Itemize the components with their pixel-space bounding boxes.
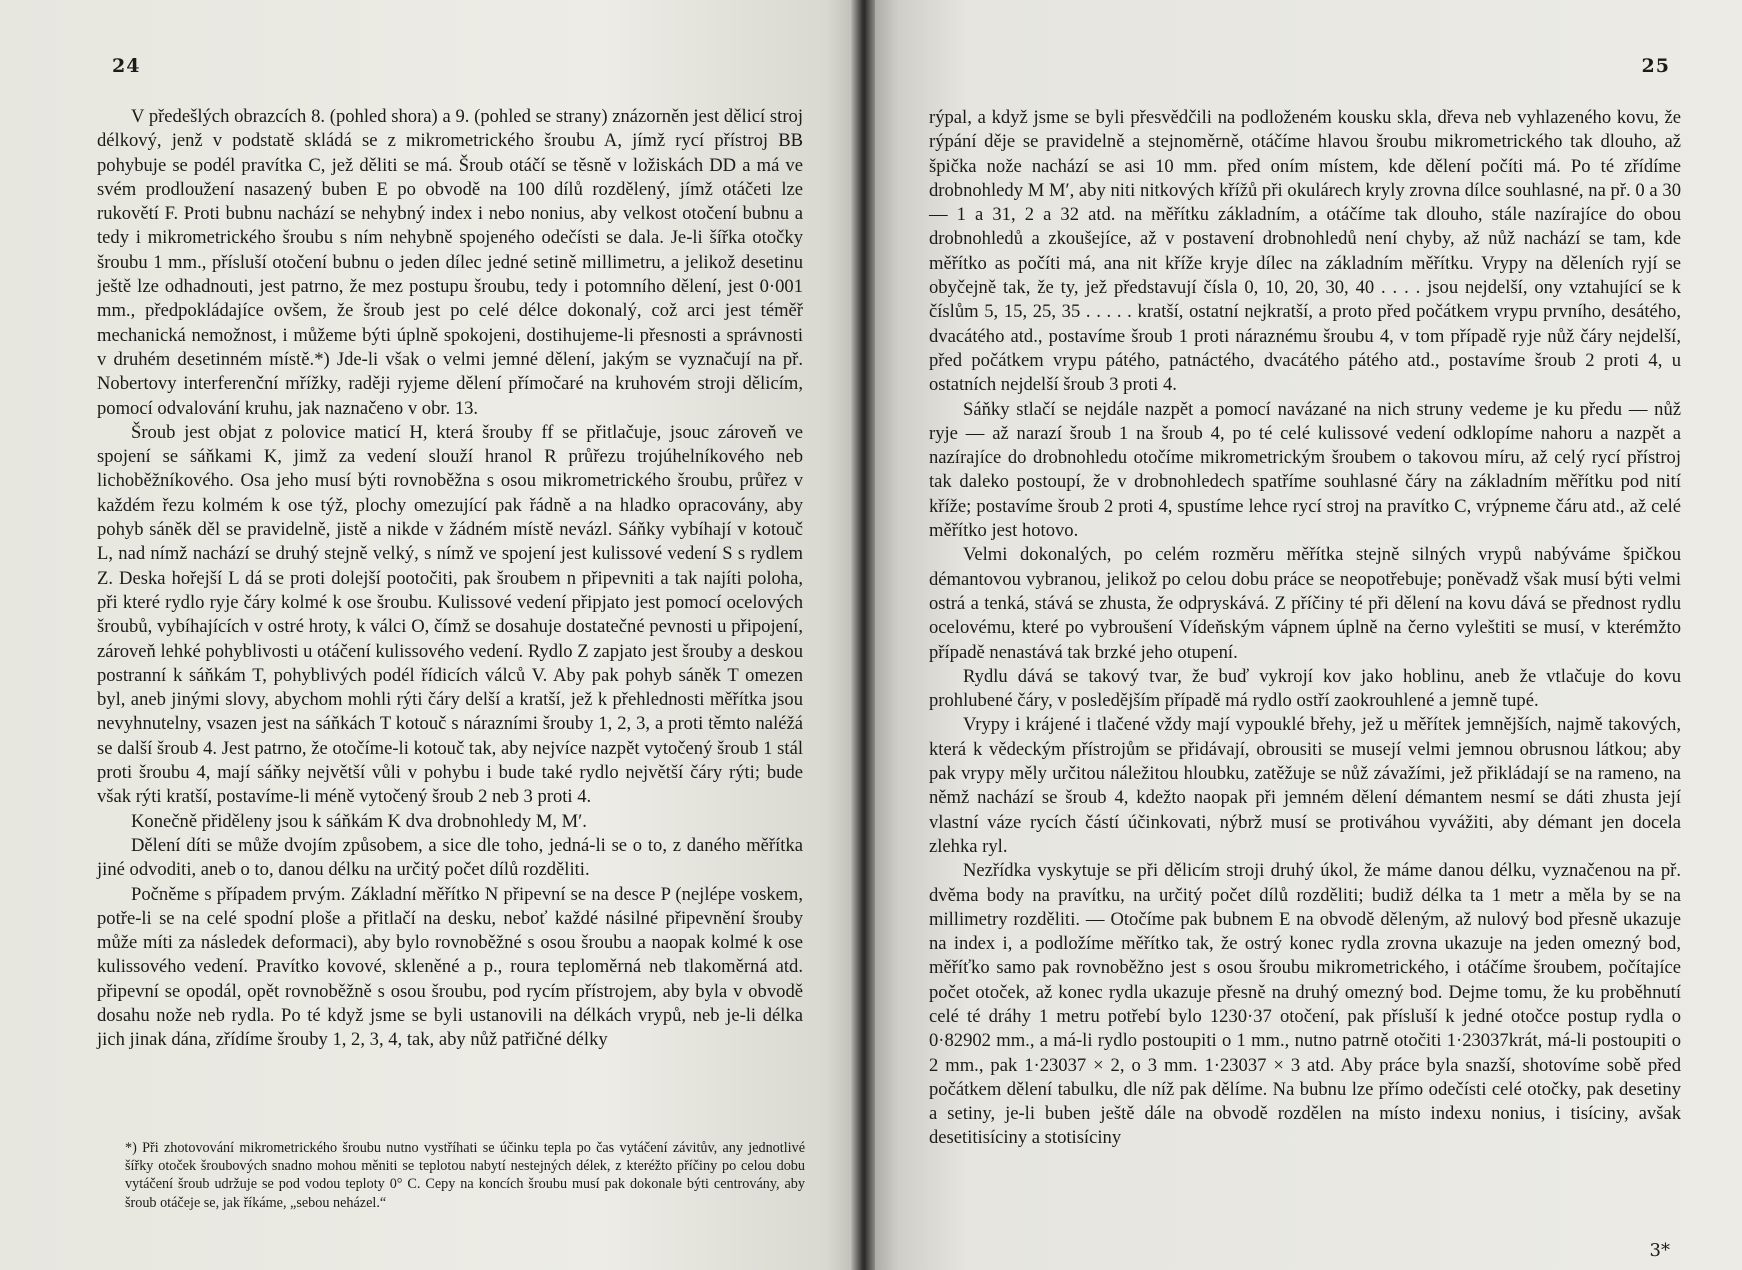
paragraph: rýpal, a když jsme se byli přesvědčili na podloženém kousku skla, dřeva neb vyhlazeného kovu, že rýpání děje se pravidelně a stejnoměrně, otáčíme hlavou šroubu mikrometrického tak dlouho, až špička nože nachází se asi 10 mm. před oním místem, kde dělení počíti má. Po té zřídíme drobnohledy M M′, aby niti nitkových křížů při okulárech kryly zrovna dílce souhlasné, na př. 0 a 30 — 1 a 31, 2 a 32 atd. na měřítku základním, a otáčíme tak dlouho, stále nazírajíce do obou drobnohledů a zkoušejíce, až v postavení drobnohledů není chyby, až nůž nachází se tam, kde měřítko as počíti má, ana nit kříže kryje dílec na základním měřítku. Vrypy na děleních ryjí se obyčejně tak, že ty, jež představují čísla 0, 10, 20, 30, 40 . . . . jsou nejdelší, ony vztahující se k číslům 5, 15, 25, 35 . . . . . kratší, ostatní nejkratší, a proto před počátkem vrypu prvního, desátého, dvacátého atd., postavíme šroub 1 proti náraznému šroubu 4, v tom případě ryje nůž čáry nejdelší, před počátkem vrypu pátého, patnáctého, dvacátého pátého atd., postavíme šroub 2 proti 4, u ostatních nejdelší šroub 3 proti 4. [929,107,1681,396]
left-page [0,0,861,1270]
paragraph: Vrypy i krájené i tlačené vždy mají vypouklé břehy, jež u měřítek jemnějších, najmě takových, která k vědeckým přístrojům se přidávají, obrousiti se musejí velmi jemnou obrusnou látkou; aby pak vrypy měly určitou náležitou hloubku, zatěžuje se nůž závažími, jež přikládají se na rameno, na němž nachází se šroub 4, kdežto naopak při jemném dělení démantem nesmí se dáti zhusta její vlastní váze rycích částí účinkovati, nýbrž musí se protiváhou vyvážiti, aby démant jen docela zlehka ryl. [929,714,1681,857]
paragraph: Sáňky stlačí se nejdále nazpět a pomocí navázané na nich struny vedeme je ku předu — nůž ryje — až narazí šroub 1 na šroub 4, po té celé kulissové vedení odklopíme nahoru a nazpět a nazírajíce do drobnohledu otočíme mikrometrickým šroubem o takovou míru, až celý rycí přístroj tak daleko postoupí, že v drobnohledech spatříme souhlasné čáry na základním měřítku pod nití kříže; postavíme šroub 2 proti 4, spustíme lehce rycí stroj na pravítko C, vrýpneme čáru atd., až celé měřítko jest hotovo. [929,398,1681,542]
paragraph: Velmi dokonalých, po celém rozměru měřítka stejně silných vrypů nabýváme špičkou démantovou vybranou, jelikož po celou dobu práce se neopotřebuje; poněvadž však musí býti velmi ostrá a tenká, stává se zhusta, že odpryskává. Z příčiny té při dělení na kovu dává se přednost rydlu ocelovému, které po vybroušení Vídeňským vápnem úplně na černo vyleštiti se musí, v kterémžto případě nenastává tak brzké jeho otupení. [929,544,1681,663]
paragraph: Nezřídka vyskytuje se při dělicím stroji druhý úkol, že máme danou délku, vyznačenou na př. dvěma body na pravítku, na určitý počet dílů rozděliti; budiž délka ta 1 metr a měla by se na millimetry rozděliti. — Otočíme pak bubnem E na obvodě děleným, až nulový bod přesně ukazuje na index i, a podložíme měřítko tak, že ostrý konec rydla zrovna ukazuje na jeden omezný bod, měříťko samo pak rovnoběžno jest s osou šroubu mikrometrického, i otáčíme šroubem, počítajíce počet otoček, až konec rydla ukazuje přesně na druhý omezný bod. Dejme tomu, že ku proběhnutí celé té dráhy 1 metru potřebí bylo 1230·37 otočení, pak přísluší k jedné otočce postup rydla o 0·82902 mm., a má-li rydlo postoupiti o 1 mm., nutno patrně otočiti 1·23037krát, má-li postoupiti o 2 mm., pak 1·23037 × 2, o 3 mm. 1·23037 × 3 atd. Aby práce byla snazší, shotovíme sobě před počátkem dělení tabulku, dle níž pak dělíme. Na bubnu lze přímo odečísti celé otočky, pak desetiny a setiny, je-li buben ještě dále na obvodě rozdělen na místo indexu nonius, i tisíciny, avšak desetitisíciny a stotisíciny [929,860,1681,1149]
paragraph: Šroub jest objat z polovice maticí H, která šrouby ff se přitlačuje, jsouc zároveň ve spojení se sáňkami K, jimž za vedení slouží hranol R průřezu trojúhelníkového neb lichoběžníkového. Osa jeho musí býti rovnoběžna s osou mikrometrického šroubu, průřez v každém řezu kolmém k ose týž, plochy omezující pak řádně a na hladko opracovány, aby pohyb sáněk děl se pravidelně, jistě a nikde v žádném místě nevázl. Sáňky vybíhají v kotouč L, nad nímž nachází se druhý stejně velký, s nímž ve spojení jest kulissové vedení S s rydlem Z. Deska hořejší L dá se proti dolejší pootočiti, pak šroubem n připevniti a tak najíti poloha, při které rydlo ryje čáry kolmé k ose šroubu. Kulissové vedení připjato jest pomocí ocelových šroubů, vybíhajících v ostré hroty, k válci O, čímž se dosahuje dostatečné pevnosti u připojení, zároveň lehké pohyblivosti u otáčení kulissového vedení. Rydlo Z zapjato jest šrouby a deskou postranní k sáňkám T, pohyblivých podél řídicích válců V. Aby pak pohyb sáněk T omezen byl, aneb jinými slovy, abychom mohli rýti čáry delší a kratší, jež k přehlednosti měřítka jsou nevyhnutelny, vsazen jest na sáňkách T kotouč s nárazními šrouby 1, 2, 3, a proti těmto naléžá se další šroub 4. Jest patrno, že otočíme-li kotouč tak, aby nejvíce nazpět vytočený šroub 1 stál proti šroubu 4, mají sáňky největší vůli v pohybu i bude také rydlo největší čáry rýti; bude však rýti kratší, postavíme-li méně vytočený šroub 2 neb 3 proti 4. [97,421,803,808]
book-gutter [851,0,875,1270]
right-page [863,0,1742,1270]
paragraph: Dělení díti se může dvojím způsobem, a sice dle toho, jedná-li se o to, z daného měřítka jiné odvoditi, aneb o to, danou délku na určitý počet dílů rozděliti. [97,834,803,881]
page-number-right: 25 [1641,55,1670,77]
page-number-left: 24 [112,55,141,77]
left-body-text [97,105,803,1053]
paragraph: Konečně přiděleny jsou k sáňkám K dva drobnohledy M, M′. [131,810,587,832]
footnote: *) Při zhotovování mikrometrického šroubu nutno vystříhati se účinku tepla po čas vytáčení závitův, any jednotlivé šířky otoček šroubových snadno mohou měniti se teplotou nabytí nestejných délek, z kteréžto příčiny po celou dobu vytáčení šroub udržuje se pod vodou teploty 0° C. Cepy na koncích šroubu musí pak dokonale býti centrovány, aby šroub otáčeje se, jak říkáme, „sebou neházel.“ [125,1140,805,1211]
signature-mark: 3* [1649,1240,1670,1261]
paragraph: Počněme s případem prvým. Základní měřítko N připevní se na desce P (nejlépe voskem, potře-li se na celé spodní ploše a přitlačí na desku, neboť každé násilné připevnění šrouby může míti za následek deformaci), aby bylo rovnoběžné s osou šroubu a naopak kolmé k ose kulissového vedení. Pravítko kovové, skleněné a p., roura teploměrná neb tlakoměrná atd. připevní se opodál, opět rovnoběžně s osou šroubu, pod rycím přístrojem, aby byla v obvodě dosahu nože neb rydla. Po té když jsme se byli ustanovili na délkách vrypů, neb je-li délka jich jinak dána, zřídíme šrouby 1, 2, 3, 4, tak, aby nůž patřičné délky [97,883,803,1051]
paragraph: Rydlu dává se takový tvar, že buď vykrojí kov jako hoblinu, aneb že vtlačuje do kovu prohlubené čáry, v posledějším případě má rydlo ostří zaokrouhlené a jemně tupé. [929,665,1681,712]
paragraph: V předešlých obrazcích 8. (pohled shora) a 9. (pohled se strany) znázorněn jest dělicí stroj délkový, jenž v podstatě skládá se z mikrometrického šroubu A, jímž rycí přístroj BB pohybuje se podél pravítka C, jež děliti se má. Šroub otáčí se těsně v ložiskách DD a má ve svém prodloužení nasazený buben E po obvodě na 100 dílů rozdělený, jímž otáčeti lze rukovětí F. Proti bubnu nachází se nehybný index i nebo nonius, aby velkost otočení bubnu a tedy i mikrometrického šroubu s ním nehybně spojeného odečísti se dala. Je-li šířka otočky šroubu 1 mm., přísluší otočení bubnu o jeden dílec jedné setině millimetru, a jelikož desetinu ještě lze odhadnouti, jest patrno, že mez postupu šroubu, tedy i potomního dělení, jest 0·001 mm., předpokládajíce ovšem, že šroub jest po celé délce dokonalý, což arci jest téměř mechanická nemožnost, i můžeme býti úplně spokojeni, dostihujeme-li přesnosti a správnosti v druhém desetinném místě.*) Jde-li však o velmi jemné dělení, jakým se vyznačují na př. Nobertovy interferenční mřížky, raději ryjeme dělení přímočaré na kruhovém stroji dělicím, pomocí odvalování kruhu, jak naznačeno v obr. 13. [97,106,803,419]
right-body-text [929,106,1681,1151]
